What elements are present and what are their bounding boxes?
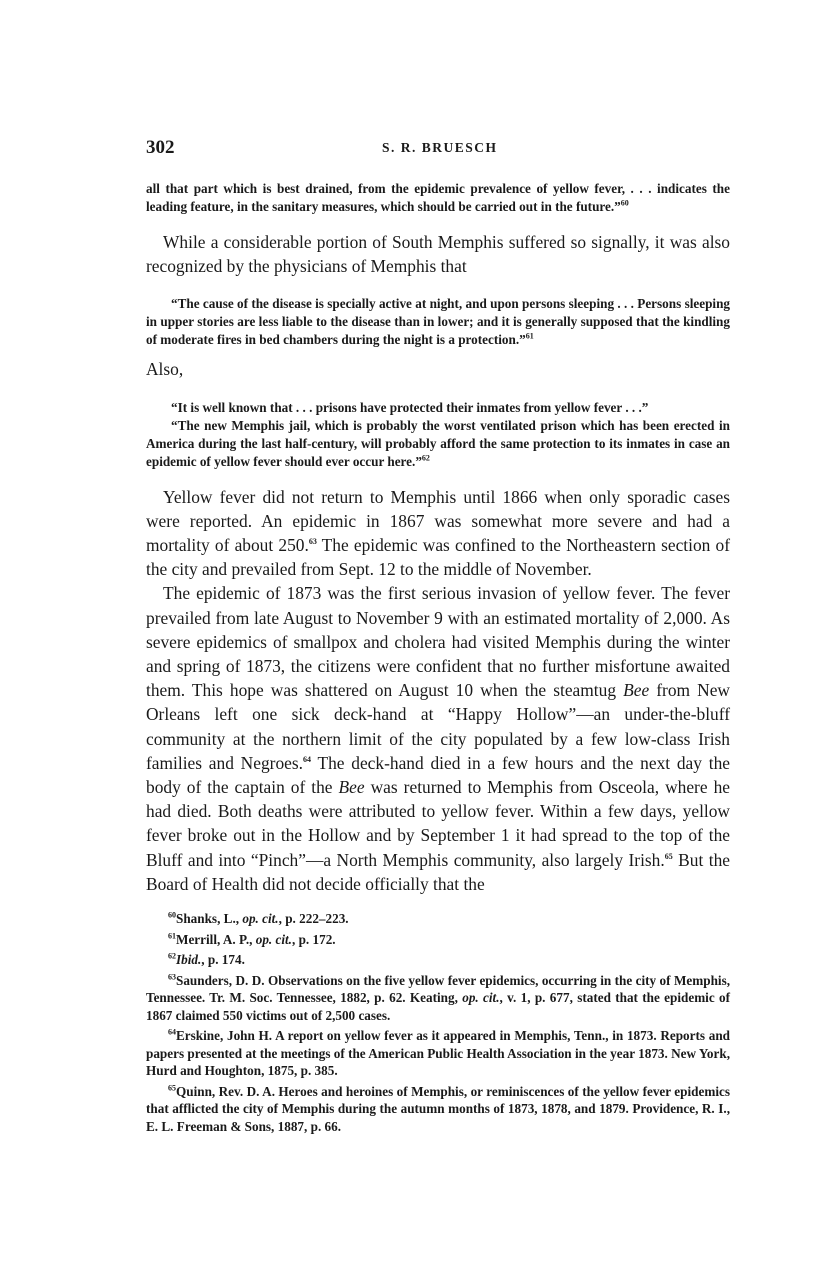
ship-name: Bee: [338, 777, 365, 798]
footnotes: [146, 910, 730, 1135]
footnote-ref: 64: [302, 755, 311, 765]
paragraph-also: Also,: [146, 359, 184, 380]
footnote-ref: 62: [421, 453, 430, 463]
footnote: $^{62}$Ibid., p. 174.: [168, 951, 245, 968]
block-quote: “The new Memphis jail, which is probably the worst ventilated prison which has been erected in America during the last half-century, will probably afford the same protection to its inmates in case an epidemic of yellow fever should ever occur here.”$^{62}$: [146, 417, 730, 469]
page-header: [146, 137, 726, 161]
page-number: 302: [146, 137, 175, 158]
block-quote: all that part which is best drained, from the epidemic prevalence of yellow fever, . . . indicates the leading feature, in the sanitary measures, which should be carried out in the future.”$^{60}$: [146, 181, 730, 214]
footnote-ref: 61: [525, 332, 534, 342]
footnote-ref: 65: [664, 851, 673, 861]
footnote: $^{60}$Shanks, L., op. cit., p. 222–223.: [168, 910, 349, 927]
running-head: S. R. BRUESCH: [382, 140, 498, 155]
block-quote: “It is well known that . . . prisons have protected their inmates from yellow fever . . .”: [171, 399, 649, 415]
ship-name: Bee: [623, 680, 650, 701]
footnote-ref: 60: [620, 198, 629, 208]
paragraph: While a considerable portion of South Memphis suffered so signally, it was also recognized by the physicians of Memphis that: [146, 232, 730, 277]
block-quote: “The cause of the disease is specially active at night, and upon persons sleeping . . . Persons sleeping in upper stories are less liable to the disease than in lower; and it is generally supposed that the kindling of moderate fires in bed chambers during the night is a protection.”$^{61}$: [146, 296, 730, 348]
article-body: [146, 180, 730, 1138]
footnote: $^{61}$Merrill, A. P., op. cit., p. 172.: [168, 931, 336, 947]
paragraph: Yellow fever did not return to Memphis until 1866 when only sporadic cases were reported. An epidemic in 1867 was somewhat more severe and had a mortality of about 250.63 The epidemic was confined to the Northeastern section of the city and prevailed from Sept. 12 to the middle of November.: [146, 486, 730, 580]
paragraph: The epidemic of 1873 was the first serious invasion of yellow fever. The fever prevailed from late August to November 9 with an estimated mortality of 2,000. As severe epidemics of smallpox and cholera had visited Memphis during the winter and spring of 1873, the citizens were confident that no further misfortune awaited them. This hope was shattered on August 10 when the steamtug Bee from New Orleans left one sick deck-hand at “Happy Hollow”—an under-the-bluff community at the northern limit of the city populated by a few low-class Irish families and Negroes.$^{64}$ The deck-hand died in a few hours and the next day the body of the captain of the Bee was returned to Memphis from Osceola, where he had died. Both deaths were attributed to yellow fever. Within a few days, yellow fever broke out in the Hollow and by September 1 it had spread to the top of the Bluff and into “Pinch”—a North Memphis community, also largely Irish.$^{65}$ But the Board of Health did not decide officially that the: [146, 583, 730, 894]
footnote-ref: 63: [308, 537, 317, 547]
footnote: $^{63}$Saunders, D. D. Observations on the five yellow fever epidemics, occurring in the city of Memphis, Tennessee. Tr. M. Soc. Tennessee, 1882, p. 62. Keating, op. cit., v. 1, p. 677, stated that the epidemic of 1867 claimed 550 victims out of 2,500 cases.: [146, 972, 731, 1023]
footnote: $^{64}$Erskine, John H. A report on yellow fever as it appeared in Memphis, Tenn., in 1873. Reports and papers presented at the meetings of the American Public Health Association in the year 1873. New York, Hurd and Houghton, 1875, p. 385.: [146, 1027, 730, 1079]
footnote: $^{65}$Quinn, Rev. D. A. Heroes and heroines of Memphis, or reminiscences of the yellow fever epidemics that afflicted the city of Memphis during the autumn months of 1873, 1878, and 1879. Providence, R. I., E. L. Freeman & Sons, 1887, p. 66.: [146, 1083, 730, 1134]
